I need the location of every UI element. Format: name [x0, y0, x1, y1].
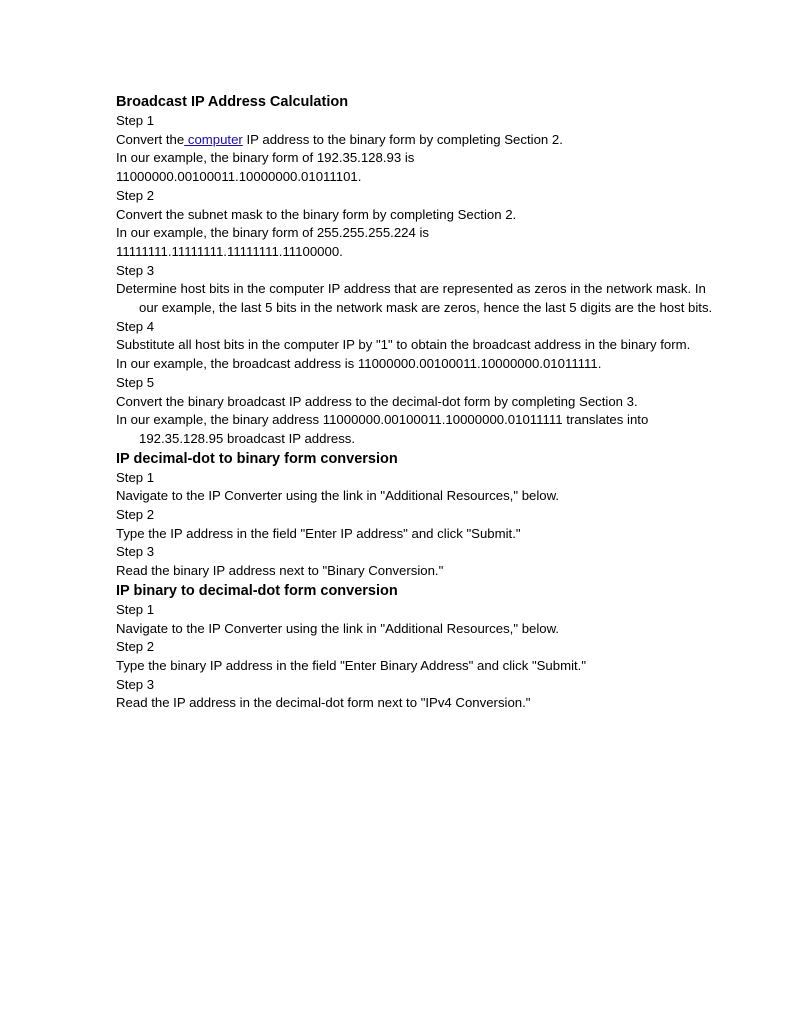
step-label: Step 1 [116, 113, 155, 128]
instruction-text: IP address to the binary form by completing Section 2. [242, 131, 563, 147]
step-label: Step 1 [116, 469, 155, 485]
step-label: Step 5 [116, 374, 155, 390]
computer-link[interactable]: computer [184, 131, 243, 147]
instruction-line: Type the binary IP address in the field "Enter Binary Address" and click "Submit." [116, 657, 587, 673]
section-heading-binary-to-decimal: IP binary to decimal-dot form conversion [116, 582, 398, 599]
instruction-line: Type the IP address in the field "Enter IP address" and click "Submit." [116, 525, 521, 541]
example-line: In our example, the binary address 11000000.00100011.10000000.01011111 translates into 192.35.128.95 broadcast IP address. [116, 412, 649, 446]
step-label: Step 2 [116, 187, 155, 203]
instruction-text: Convert the [116, 131, 185, 147]
section-heading-decimal-to-binary: IP decimal-dot to binary form conversion [116, 450, 398, 467]
example-line: In our example, the binary form of 255.255.255.224 is [116, 225, 430, 241]
instruction-line: Convert the subnet mask to the binary form by completing Section 2. [116, 206, 517, 222]
step-label: Step 2 [116, 507, 155, 523]
instruction-line: Read the IP address in the decimal-dot form next to "IPv4 Conversion." [116, 695, 531, 711]
step-label: Step 3 [116, 676, 155, 692]
example-line: In our example, the broadcast address is 11000000.00100011.10000000.01011111. [116, 356, 602, 372]
example-line: In our example, the binary form of 192.35.128.93 is [116, 150, 415, 166]
section-heading-broadcast: Broadcast IP Address Calculation [116, 94, 349, 110]
step-label: Step 3 [116, 262, 155, 278]
step-label: Step 1 [116, 601, 155, 617]
step-label: Step 2 [116, 639, 155, 655]
instruction-line: Substitute all host bits in the computer IP by "1" to obtain the broadcast address in the binary form. [116, 337, 691, 353]
document-page [116, 92, 716, 713]
instruction-line: Determine host bits in the computer IP address that are represented as zeros in the network mask. In our example, the last 5 bits in the network mask are zeros, hence the last 5 digits are the host bits. [116, 281, 713, 316]
instruction-line: Navigate to the IP Converter using the link in "Additional Resources," below. [116, 488, 560, 504]
step-label: Step 3 [116, 544, 155, 560]
binary-value-line: 11111111.11111111.11111111.11100000. [116, 243, 343, 259]
binary-value-line: 11000000.00100011.10000000.01011101. [116, 169, 362, 185]
instruction-line: Convert the binary broadcast IP address to the decimal-dot form by completing Section 3. [116, 393, 638, 409]
instruction-line: Navigate to the IP Converter using the link in "Additional Resources," below. [116, 620, 560, 636]
instruction-line: Read the binary IP address next to "Binary Conversion." [116, 563, 444, 579]
instruction-line [116, 131, 716, 150]
step-label: Step 4 [116, 318, 155, 334]
